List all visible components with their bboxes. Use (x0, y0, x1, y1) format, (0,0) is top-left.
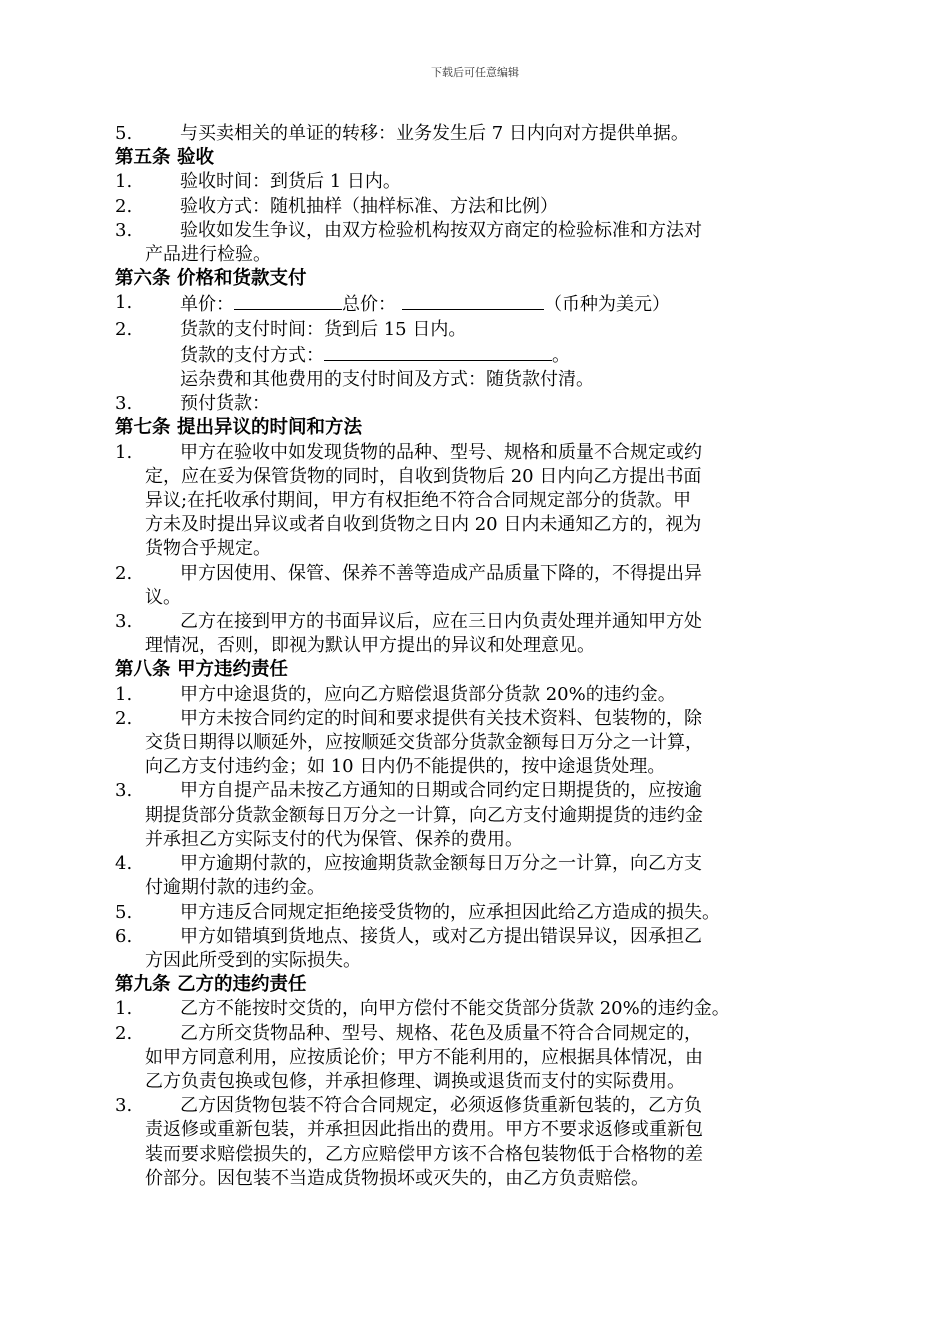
article-6-heading: 第六条 价格和货款支付 (115, 268, 307, 290)
item-text-line: 甲方违反合同规定拒绝接受货物的，应承担因此给乙方造成的损失。 (180, 901, 720, 923)
article-5-heading: 第五条 验收 (115, 147, 214, 169)
total-price-blank (402, 291, 544, 310)
item-number: 3. (115, 780, 133, 802)
freight-line: 运杂费和其他费用的支付时间及方式：随货款付清。 (180, 369, 594, 391)
item-number: 3. (115, 1095, 133, 1117)
unit-price-label: 单价： (180, 294, 234, 316)
item-number: 3. (115, 611, 133, 633)
pay-method-end: 。 (552, 344, 570, 366)
item-number: 1. (115, 441, 133, 463)
item-text: 货款的支付时间：货到后 15 日内。 (180, 318, 467, 340)
item-text-line: 装而要求赔偿损失的，乙方应赔偿甲方该不合格包装物低于合格物的差 (145, 1143, 703, 1165)
item-text: 预付货款： (180, 393, 270, 415)
item-text-line: 方因此所受到的实际损失。 (145, 949, 361, 971)
item-number: 2. (115, 195, 133, 217)
item-text-line: 货物合乎规定。 (145, 538, 271, 560)
item-text-line: 乙方不能按时交货的，向甲方偿付不能交货部分货款 20%的违约金。 (180, 998, 730, 1020)
item-text-line: 甲方中途退货的，应向乙方赔偿退货部分货款 20%的违约金。 (180, 683, 676, 705)
item-number: 1. (115, 683, 133, 705)
item-number: 2. (115, 562, 133, 584)
list-item (115, 707, 840, 780)
item-text-line: 甲方未按合同约定的时间和要求提供有关技术资料、包装物的，除 (180, 707, 702, 729)
list-item (115, 779, 840, 852)
pay-method-label: 货款的支付方式： (180, 344, 324, 366)
list-item (115, 901, 840, 925)
list-item (115, 392, 840, 416)
item-number: 6. (115, 925, 133, 947)
item-text-line: 方未及时提出异议或者自收到货物之日内 20 日内未通知乙方的，视为 (145, 514, 702, 536)
item-text-line: 乙方负责包换或包修，并承担修理、调换或退货而支付的实际费用。 (145, 1070, 685, 1092)
item-text: 验收方式：随机抽样（抽样标准、方法和比例） (180, 195, 558, 217)
item-text-line: 付逾期付款的违约金。 (145, 877, 325, 899)
item-number: 1. (115, 998, 133, 1020)
list-item (115, 441, 840, 562)
item-text-line: 议。 (145, 586, 181, 608)
item-number: 2. (115, 707, 133, 729)
item-number: 4. (115, 853, 133, 875)
page-header: 下载后可任意编辑 (431, 66, 519, 79)
item-text-line: 价部分。因包装不当造成货物损坏或灭失的，由乙方负责赔偿。 (145, 1167, 649, 1189)
article-7-heading: 第七条 提出异议的时间和方法 (115, 417, 362, 439)
item-text-line: 验收如发生争议，由双方检验机构按双方商定的检验标准和方法对 (180, 219, 702, 241)
pay-method-line (115, 342, 840, 368)
list-item (115, 610, 840, 658)
list-item (115, 997, 840, 1021)
list-item (115, 852, 840, 900)
item-number: 2. (115, 1022, 133, 1044)
item-text-line: 甲方因使用、保管、保养不善等造成产品质量下降的，不得提出异 (180, 562, 702, 584)
list-item (115, 291, 840, 317)
item-text: 验收时间：到货后 1 日内。 (180, 171, 401, 193)
item-text-line: 异议;在托收承付期间，甲方有权拒绝不符合合同规定部分的货款。甲 (145, 490, 692, 512)
item-number: 5. (115, 123, 133, 144)
list-item (115, 925, 840, 973)
article-9-heading: 第九条 乙方的违约责任 (115, 974, 307, 996)
item-text-line: 甲方逾期付款的，应按逾期货款金额每日万分之一计算，向乙方支 (180, 853, 702, 875)
article-7-items (115, 441, 840, 659)
item-text-line: 交货日期得以顺延外，应按顺延交货部分货款金额每日万分之一计算， (145, 732, 703, 754)
list-item (115, 562, 840, 610)
list-item (115, 170, 840, 194)
article-8-heading: 第八条 甲方违约责任 (115, 659, 288, 681)
item-number: 3. (115, 393, 133, 415)
item-text-line: 甲方自提产品未按乙方通知的日期或合同约定日期提货的，应按逾 (180, 780, 702, 802)
item-number: 5. (115, 901, 133, 923)
list-item (115, 1022, 840, 1095)
item-text-line: 期提货部分货款金额每日万分之一计算，向乙方支付逾期提货的违约金 (145, 804, 703, 826)
item-text-line: 责返修或重新包装，并承担因此指出的费用。甲方不要求返修或重新包 (145, 1119, 703, 1141)
item-text-line: 乙方在接到甲方的书面异议后，应在三日内负责处理并通知甲方处 (180, 611, 702, 633)
item-text-line: 并承担乙方实际支付的代为保管、保养的费用。 (145, 828, 523, 850)
contract-body (115, 122, 840, 1191)
item-text-line: 乙方所交货物品种、型号、规格、花色及质量不符合合同规定的， (180, 1022, 702, 1044)
list-item (115, 1094, 840, 1191)
list-item (115, 683, 840, 707)
list-item (115, 122, 840, 146)
total-price-label: 总价： (342, 294, 396, 316)
pay-method-blank (324, 342, 552, 361)
item-text-line: 理情况，否则，即视为默认甲方提出的异议和处理意见。 (145, 635, 595, 657)
item-text-line: 如甲方同意利用，应按质论价；甲方不能利用的，应根据具体情况，由 (145, 1046, 703, 1068)
item-number: 3. (115, 219, 133, 241)
item-text-line: 甲方如错填到货地点、接货人，或对乙方提出错误异议，因承担乙 (180, 925, 702, 947)
currency-note: （币种为美元） (544, 294, 670, 316)
list-item (115, 195, 840, 219)
item-number: 1. (115, 292, 133, 314)
list-item (115, 219, 840, 267)
price-line (180, 291, 840, 317)
item-number: 2. (115, 318, 133, 340)
item-text-line: 产品进行检验。 (145, 244, 271, 266)
item-number: 1. (115, 171, 133, 193)
article-9-items (115, 997, 840, 1191)
article-8-items (115, 683, 840, 973)
unit-price-blank (234, 291, 342, 310)
item-text: 与买卖相关的单证的转移：业务发生后 7 日内向对方提供单据。 (180, 123, 689, 144)
list-item (115, 318, 840, 342)
item-text-line: 甲方在验收中如发现货物的品种、型号、规格和质量不合规定或约 (180, 441, 702, 463)
item-text-line: 向乙方支付违约金；如 10 日内仍不能提供的，按中途退货处理。 (145, 756, 666, 778)
item-text-line: 定，应在妥为保管货物的同时，自收到货物后 20 日内向乙方提出书面 (145, 465, 702, 487)
item-text-line: 乙方因货物包装不符合合同规定，必须返修货重新包装的，乙方负 (180, 1095, 702, 1117)
